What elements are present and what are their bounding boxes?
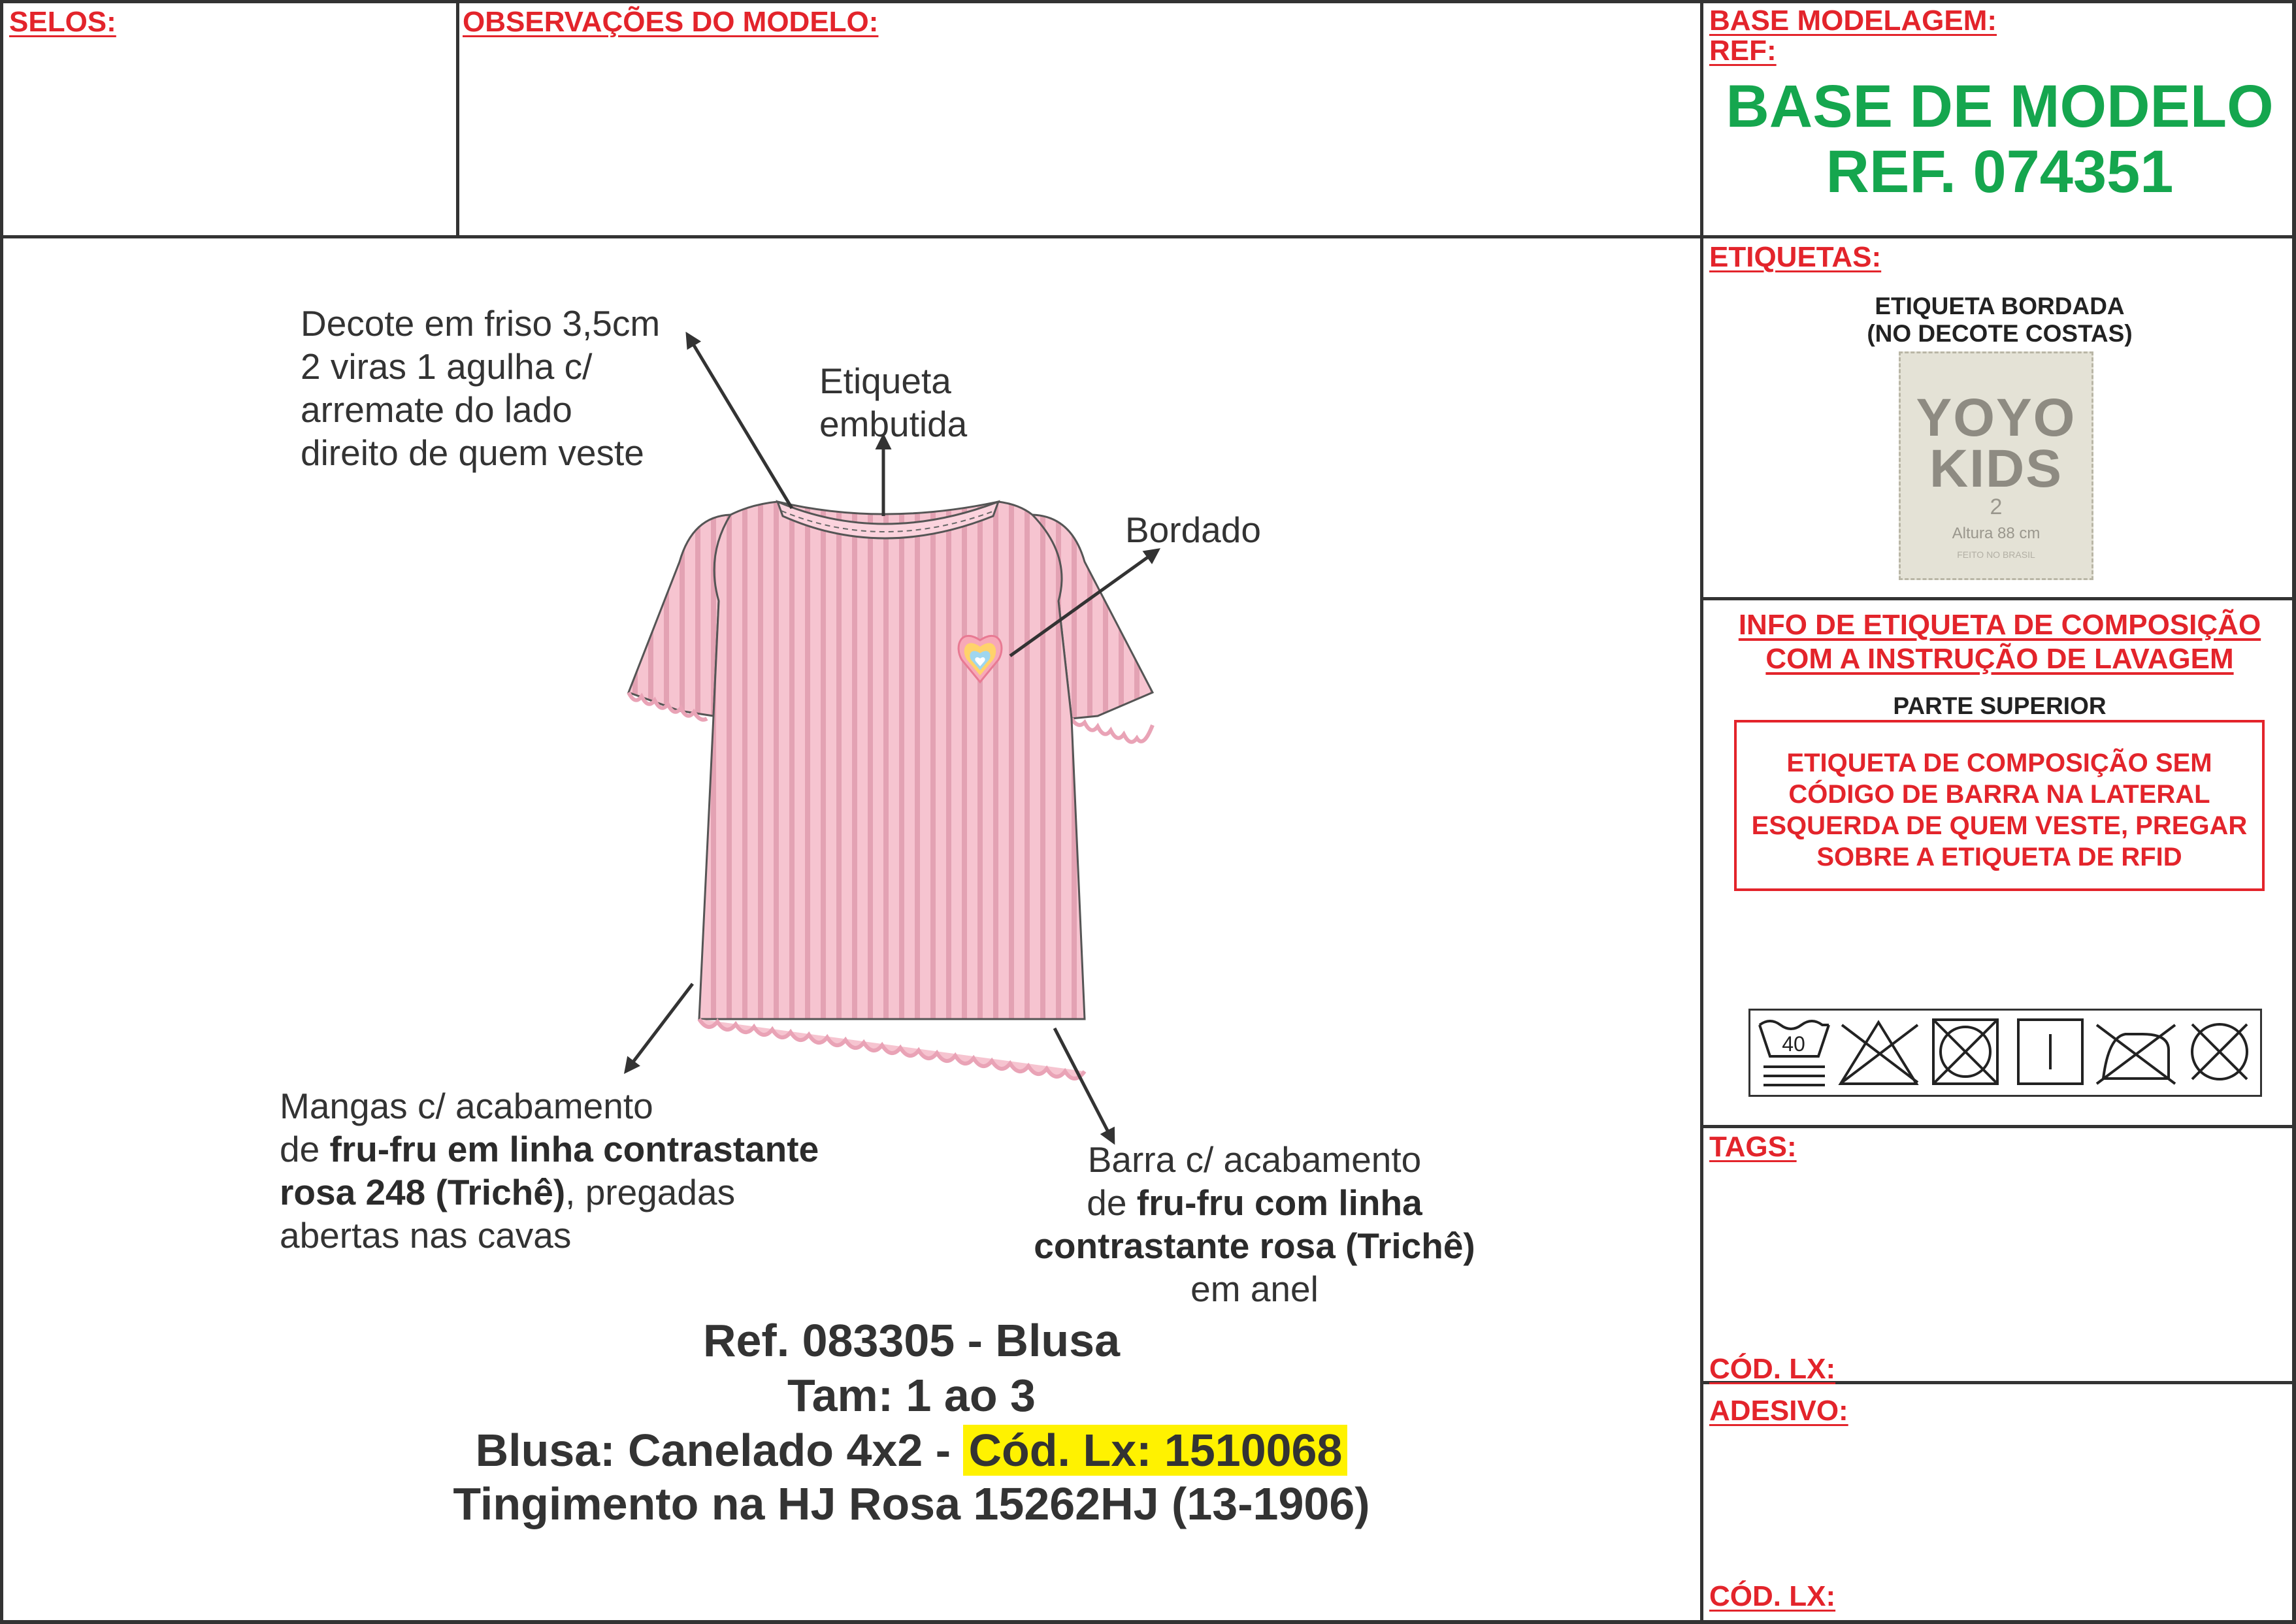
ref-line4: Tingimento na HJ Rosa 15262HJ (13-1906)	[453, 1478, 1370, 1529]
mangas-note-line3c: , pregadas	[565, 1172, 736, 1212]
brand-label-line2: KIDS	[1929, 439, 2063, 498]
divider-etiquetas	[1701, 597, 2296, 600]
mangas-note-line2b: fru-fru em linha contrastante	[329, 1129, 819, 1169]
parte-superior-label: PARTE SUPERIOR	[1893, 692, 2107, 719]
base-modelo-ref: REF. 074351	[1826, 138, 2174, 205]
bordado-note: Bordado	[1125, 510, 1261, 550]
ref-line1: Ref. 083305 - Blusa	[702, 1315, 1121, 1366]
barra-note-line2	[967, 1181, 1542, 1224]
etiqueta-note-line1: Etiqueta	[819, 361, 951, 401]
brand-label-image	[1899, 351, 2093, 580]
etiqueta-note	[819, 359, 967, 446]
divider-composicao	[1701, 1125, 2296, 1128]
ref-line3-fabric: Blusa: Canelado 4x2 -	[475, 1425, 964, 1476]
decote-note-line4: direito de quem veste	[301, 432, 644, 473]
barra-note-line2a: de	[1087, 1182, 1137, 1223]
selos-header: SELOS:	[9, 6, 116, 38]
arrow-mangas	[626, 984, 693, 1071]
observacoes-header: OBSERVAÇÕES DO MODELO:	[463, 6, 879, 38]
mangas-note-line4: abertas nas cavas	[280, 1215, 572, 1256]
base-modelagem-header: BASE MODELAGEM:	[1709, 5, 1997, 37]
barra-note-line4: em anel	[1190, 1269, 1319, 1309]
cod-lx-header-1: CÓD. LX:	[1709, 1353, 1836, 1385]
wash-temperature: 40	[1782, 1032, 1805, 1056]
arrow-decote	[687, 334, 792, 508]
composicao-box-line1: ETIQUETA DE COMPOSIÇÃO SEM	[1786, 749, 2212, 777]
composicao-header-line1: INFO DE ETIQUETA DE COMPOSIÇÃO	[1738, 609, 2261, 641]
decote-note-line3: arremate do lado	[301, 389, 572, 430]
barra-note-line3	[967, 1224, 1542, 1267]
mangas-note-line2a: de	[280, 1129, 330, 1169]
blouse-body	[699, 502, 1085, 1019]
mangas-note-line2	[280, 1128, 819, 1171]
mangas-note-line3b: rosa 248 (Trichê)	[280, 1172, 566, 1212]
mangas-note-line3	[280, 1171, 819, 1214]
composicao-box-line2: CÓDIGO DE BARRA NA LATERAL	[1788, 780, 2210, 809]
frame-bottom	[0, 1620, 2296, 1624]
composicao-box-line3: ESQUERDA DE QUEM VESTE, PREGAR	[1751, 811, 2248, 840]
decote-note	[301, 302, 660, 474]
ref-header: REF:	[1709, 35, 1777, 67]
barra-note	[967, 1138, 1542, 1310]
no-tumble-dry-icon	[1933, 1020, 1997, 1084]
right-sleeve-frill	[1072, 719, 1153, 742]
cod-lx-header-2: CÓD. LX:	[1709, 1580, 1836, 1612]
tags-header: TAGS:	[1709, 1131, 1797, 1163]
line-dry-icon	[2018, 1020, 2082, 1084]
adesivo-header: ADESIVO:	[1709, 1395, 1848, 1427]
etiquetas-header: ETIQUETAS:	[1709, 241, 1882, 273]
no-iron-icon	[2097, 1025, 2175, 1084]
ref-line2: Tam: 1 ao 3	[787, 1370, 1036, 1421]
etiqueta-note-line2: embutida	[819, 404, 968, 444]
composicao-box	[1734, 720, 2265, 891]
mangas-note	[280, 1084, 819, 1257]
composicao-header-line2: COM A INSTRUÇÃO DE LAVAGEM	[1765, 643, 2234, 675]
etiqueta-bordada-title: ETIQUETA BORDADA	[1875, 293, 2125, 319]
care-symbols-strip	[1748, 1009, 2262, 1097]
brand-label-made: FEITO NO BRASIL	[1957, 549, 2035, 560]
no-bleach-icon	[1841, 1022, 1918, 1084]
decote-note-line1: Decote em friso 3,5cm	[301, 303, 661, 344]
barra-note-line2b: fru-fru com linha	[1136, 1182, 1422, 1223]
brand-label-line1: YOYO	[1916, 388, 2076, 447]
hem-frill	[699, 1019, 1085, 1079]
base-modelo-title: BASE DE MODELO	[1726, 73, 2274, 140]
no-dry-clean-icon	[2192, 1024, 2247, 1079]
barra-note-line3b: contrastante rosa (Trichê)	[1034, 1226, 1475, 1266]
etiqueta-bordada-subtitle: (NO DECOTE COSTAS)	[1867, 320, 2133, 347]
ref-line3-code-highlight: Cód. Lx: 1510068	[963, 1425, 1347, 1476]
mangas-note-line1: Mangas c/ acabamento	[280, 1086, 653, 1126]
composicao-box-line4: SOBRE A ETIQUETA DE RFID	[1816, 843, 2182, 871]
barra-note-line1: Barra c/ acabamento	[1087, 1139, 1422, 1180]
arrow-barra	[1055, 1028, 1113, 1142]
brand-label-size: 2	[1990, 495, 2003, 519]
decote-note-line2: 2 viras 1 agulha c/	[301, 346, 593, 387]
brand-label-height: Altura 88 cm	[1952, 525, 2041, 542]
ref-line3	[0, 1424, 1823, 1476]
